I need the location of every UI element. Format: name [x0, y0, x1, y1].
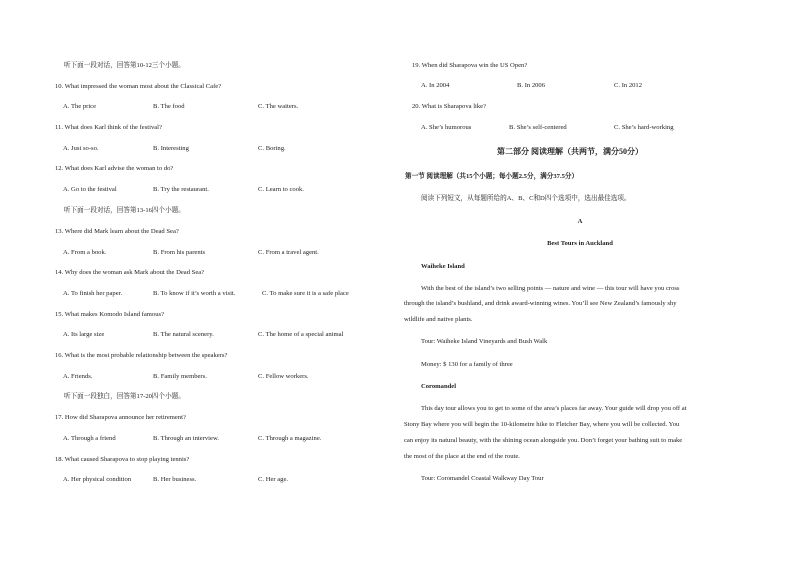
- coromandel-text-line-3: can enjoy its natural beauty, with the shining ocean alongside you. Don’t forget your bathing suit to make: [404, 437, 683, 444]
- reading-instructions: 阅读下列短文，从每题所给的A、B、C和D四个选项中，选出最佳选项。: [421, 195, 631, 202]
- q18-option-a: A. Her physical condition: [63, 476, 132, 483]
- question-14: 14. Why does the woman ask Mark about the Dead Sea?: [55, 269, 205, 276]
- q17-option-a: A. Through a friend: [63, 435, 116, 442]
- q10-option-c: C. The waiters.: [258, 103, 299, 110]
- q20-option-c: C. She’s hard-working: [614, 124, 674, 131]
- q11-option-c: C. Boring.: [258, 145, 286, 152]
- q12-option-a: A. Go to the festival: [63, 186, 117, 193]
- question-20: 20. What is Sharapova like?: [412, 103, 487, 110]
- passage-letter: A: [577, 218, 583, 225]
- q17-option-b: B. Through an interview.: [153, 435, 219, 442]
- waiheke-text-line-3: wildlife and native plants.: [404, 316, 473, 323]
- question-11: 11. What does Karl think of the festival?: [55, 124, 162, 131]
- listening-intro-13-16: 听下面一段对话，回答第13-16四个小题。: [64, 207, 185, 214]
- passage-title: Best Tours in Auckland: [547, 240, 613, 247]
- question-15: 15. What makes Komodo Island famous?: [55, 311, 165, 318]
- q20-option-a: A. She’s humorous: [421, 124, 472, 131]
- q13-option-a: A. From a book.: [63, 249, 107, 256]
- question-18: 18. What caused Sharapova to stop playing tennis?: [55, 456, 190, 463]
- part-two-title: 第二部分 阅读理解（共两节，满分50分）: [497, 147, 643, 156]
- question-13: 13. Where did Mark learn about the Dead Sea?: [55, 228, 179, 235]
- q19-option-a: A. In 2004: [421, 82, 450, 89]
- q15-option-c: C. The home of a special animal: [258, 331, 344, 338]
- q19-option-b: B. In 2006: [517, 82, 546, 89]
- q15-option-a: A. Its large size: [63, 331, 105, 338]
- listening-intro-10-12: 听下面一段对话，回答第10-12三个小题。: [64, 62, 185, 69]
- coromandel-text-line-2: Stony Bay where you will begin the 10-kilometre hike to Fletcher Bay, where you will be collected. You: [404, 421, 680, 428]
- waiheke-text-line-1: With the best of the island’s two selling points — nature and wine — this tour will have you cross: [421, 285, 680, 292]
- q12-option-b: B. Try the restaurant.: [153, 186, 209, 193]
- q18-option-b: B. Her business.: [153, 476, 197, 483]
- q14-option-b: B. To know if it’s worth a visit.: [153, 290, 236, 297]
- question-19: 19. When did Sharapova win the US Open?: [412, 62, 528, 69]
- coromandel-heading: Coromandel: [421, 383, 457, 390]
- section-one-title: 第一节 阅读理解（共15个小题；每小题2.5分，满分37.5分）: [405, 173, 579, 180]
- waiheke-heading: Waiheke Island: [421, 263, 465, 270]
- q20-option-b: B. She’s self-centered: [509, 124, 567, 131]
- q18-option-c: C. Her age.: [258, 476, 289, 483]
- q11-option-b: B. Interesting: [153, 145, 189, 152]
- q17-option-c: C. Through a magazine.: [258, 435, 322, 442]
- q14-option-a: A. To finish her paper.: [63, 290, 123, 297]
- q16-option-b: B. Family members.: [153, 373, 207, 380]
- q10-option-a: A. The price: [63, 103, 97, 110]
- waiheke-tour: Tour: Waiheke Island Vineyards and Bush Walk: [421, 338, 548, 345]
- q16-option-c: C. Fellow workers.: [258, 373, 309, 380]
- waiheke-text-line-2: through the island’s bushland, and drink award-winning wines. You’ll see New Zealand’s famously shy: [404, 300, 677, 307]
- q15-option-b: B. The natural scenery.: [153, 331, 214, 338]
- q11-option-a: A. Just so-so.: [63, 145, 99, 152]
- q13-option-b: B. From his parents: [153, 249, 206, 256]
- question-10: 10. What impressed the woman most about the Classical Cafe?: [55, 83, 222, 90]
- listening-intro-17-20: 听下面一段独白，回答第17-20四个小题。: [64, 393, 185, 400]
- q14-option-c: C. To make sure it is a safe place: [262, 290, 349, 297]
- question-17: 17. How did Sharapova announce her retirement?: [55, 414, 186, 421]
- q19-option-c: C. In 2012: [614, 82, 643, 89]
- question-12: 12. What does Karl advise the woman to do?: [55, 165, 174, 172]
- q12-option-c: C. Learn to cook.: [258, 186, 304, 193]
- coromandel-text-line-1: This day tour allows you to get to some of the area’s places far away. Your guide will drop you off at: [421, 405, 687, 412]
- q13-option-c: C. From a travel agent.: [258, 249, 319, 256]
- q10-option-b: B. The food: [153, 103, 185, 110]
- coromandel-tour: Tour: Coromandel Coastal Walkway Day Tour: [421, 475, 544, 482]
- q16-option-a: A. Friends.: [63, 373, 93, 380]
- question-16: 16. What is the most probable relationship between the speakers?: [55, 352, 228, 359]
- coromandel-text-line-4: the most of the place at the end of the route.: [404, 453, 520, 460]
- waiheke-money: Money: $ 130 for a family of three: [421, 361, 513, 368]
